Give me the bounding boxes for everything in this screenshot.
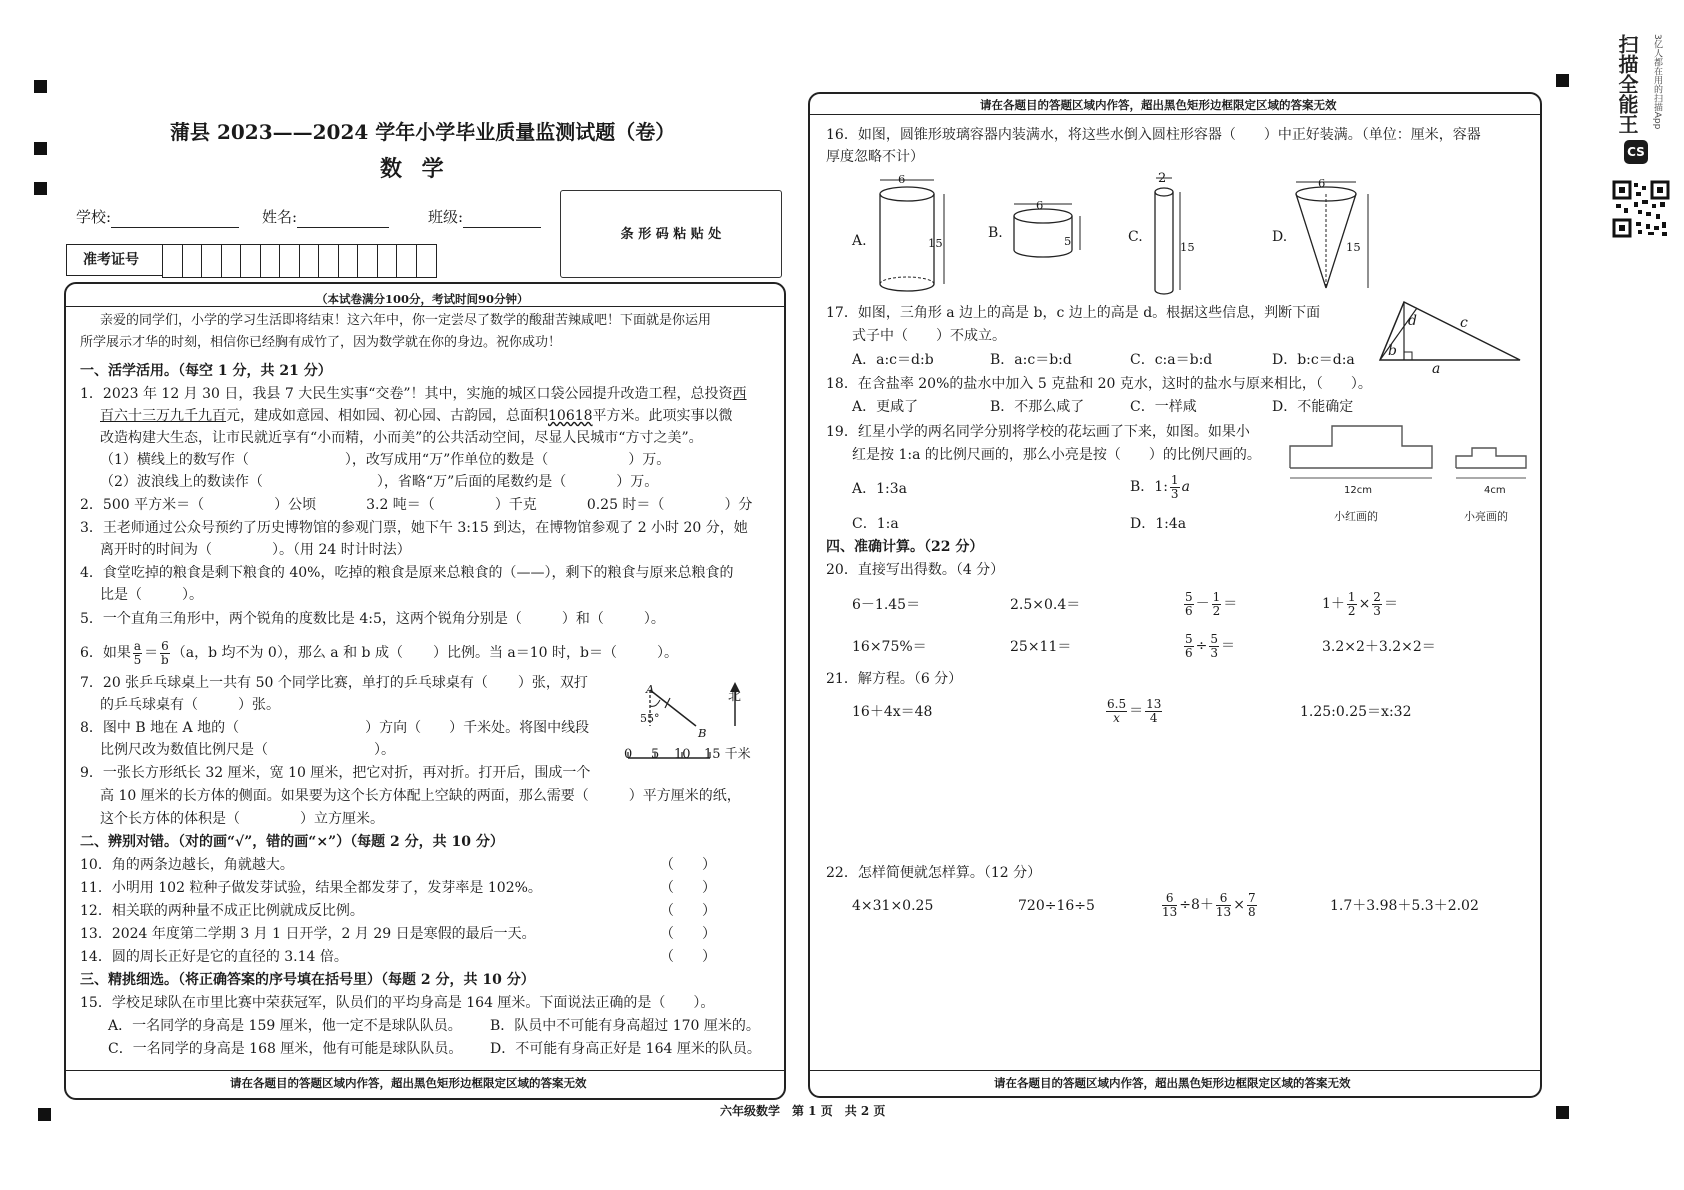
school-input[interactable] <box>111 210 239 228</box>
q8-scale-10: 10 <box>674 747 691 762</box>
q18-option-d: D．不能确定 <box>1272 399 1354 415</box>
q8-north-label: 北 <box>728 689 742 704</box>
q18-option-b: B．不那么咸了 <box>990 399 1085 415</box>
q16-b-side: 5 <box>1064 234 1072 248</box>
q15-option-a: A．一名同学的身高是 159 厘米，他一定不是球队队员。 <box>108 1018 462 1034</box>
q8-point-a: A <box>646 682 655 696</box>
q14: 14．圆的周长正好是它的直径的 3.14 倍。 <box>80 949 348 965</box>
q8-point-b: B <box>698 726 707 740</box>
q5: 5．一个直角三角形中，两个锐角的度数比是 4:5，这两个锐角分别是（ ）和（ ）。 <box>80 611 665 627</box>
q15: 15．学校足球队在市里比赛中荣获冠军，队员们的平均身高是 164 厘米。下面说法正确的是（ ）。 <box>80 995 715 1011</box>
q22-item-2: 720÷16÷5 <box>1018 898 1095 914</box>
left-notice-divider <box>66 1070 784 1071</box>
q1-wavy-number: 10618 <box>548 408 593 424</box>
q4-line-2: 比是（ ）。 <box>100 587 203 603</box>
q21-eq-3: 1.25:0.25＝x:32 <box>1300 704 1412 720</box>
q12-answer[interactable]: （ ） <box>660 903 716 919</box>
q8-line-1: 8．图中 B 地在 A 地的（ ）方向（ ）千米处。将图中线段 <box>80 720 590 736</box>
q20-item-5: 16×75%＝ <box>852 639 927 655</box>
registration-mark <box>34 80 47 93</box>
right-answer-notice-bottom: 请在各题目的答题区域内作答，超出黑色矩形边框限定区域的答案无效 <box>994 1076 1351 1090</box>
exam-info: （本试卷满分100分，考试时间90分钟） <box>316 292 529 306</box>
ticket-number-cells[interactable] <box>162 244 437 278</box>
q9-line-1: 9．一张长方形纸长 32 厘米，宽 10 厘米，把它对折，再对折。打开后，围成一个 <box>80 765 591 781</box>
name-label: 姓名: <box>262 208 298 226</box>
q17-option-d: D．b:c＝d:a <box>1272 352 1355 368</box>
q17-option-a: A．a:c＝d:b <box>852 352 934 368</box>
q17-fig-b: b <box>1388 343 1397 359</box>
q16-d-side: 15 <box>1346 240 1361 254</box>
q2: 2．500 平方米＝（ ）公顷 3.2 吨＝（ ）千克 0.25 时＝（ ）分 <box>80 497 753 513</box>
q17-line-2: 式子中（ ）不成立。 <box>852 328 1006 344</box>
q19-caption-xiaoliang: 小亮画的 <box>1464 510 1508 523</box>
q16-a-side: 15 <box>928 236 943 250</box>
q22-item-1: 4×31×0.25 <box>852 898 934 914</box>
section-3-heading: 三、精挑细选。（将正确答案的序号填在括号里）（每题 2 分，共 10 分） <box>80 972 535 988</box>
q19-line-2: 红是按 1:a 的比例尺画的，那么小亮是按（ ）的比例尺画的。 <box>852 447 1261 463</box>
q16-d-top: 6 <box>1318 176 1326 190</box>
q19-length-xiaoliang: 4cm <box>1484 485 1506 496</box>
q22-item-4: 1.7＋3.98＋5.3＋2.02 <box>1330 898 1479 914</box>
section-4-heading: 四、准确计算。（22 分） <box>826 539 984 555</box>
barcode-label: 条 形 码 粘 贴 处 <box>620 227 722 242</box>
q16-a-top: 6 <box>898 172 906 186</box>
registration-mark <box>38 1108 51 1121</box>
q16-c-side: 15 <box>1180 240 1195 254</box>
q1-sub-1: （1）横线上的数写作（ ），改写成用“万”作单位的数是（ ）万。 <box>100 452 671 468</box>
exam-info-divider <box>66 306 784 307</box>
registration-mark <box>34 182 47 195</box>
q22-heading: 22．怎样简便就怎样算。（12 分） <box>826 865 1042 881</box>
q6: 6．如果 $\frac{a}{5}$ ＝ $\frac{6}{b}$ （a，b 均不为 0），那么 a 和 b 成（ ）比例。当 a＝10 时，b＝（ ）。 <box>80 638 678 667</box>
class-label: 班级: <box>428 208 464 226</box>
q1-line-1: 1．2023 年 12 月 30 日，我县 7 大民生实事“交卷”！其中，实施的城区口袋公园提升改造工程，总投资西 <box>80 386 747 402</box>
q20-item-8: 3.2×2＋3.2×2＝ <box>1322 639 1436 655</box>
q14-answer[interactable]: （ ） <box>660 949 716 965</box>
class-input[interactable] <box>463 210 541 228</box>
school-field <box>76 206 239 228</box>
q18-option-a: A．更咸了 <box>852 399 919 415</box>
registration-mark <box>1556 74 1569 87</box>
section-2-heading: 二、辨别对错。（对的画“√”，错的画“×”）（每题 2 分，共 10 分） <box>80 834 504 850</box>
q16-b-top: 6 <box>1036 198 1044 212</box>
q8-scale-0: 0 <box>624 747 633 762</box>
q19-option-b: B．1: $\frac{1}{3}$ a <box>1130 472 1190 501</box>
q16-option-b-label: B. <box>988 225 1003 241</box>
class-field <box>428 206 541 228</box>
q16-c-top: 2 <box>1158 171 1167 186</box>
q18-option-c: C．一样咸 <box>1130 399 1197 415</box>
registration-mark <box>1556 1106 1569 1119</box>
q21-heading: 21．解方程。（6 分） <box>826 671 963 687</box>
q18: 18．在含盐率 20%的盐水中加入 5 克盐和 20 克水，这时的盐水与原来相比，（ ）。 <box>826 376 1372 392</box>
q20-item-6: 25×11＝ <box>1010 639 1072 655</box>
name-input[interactable] <box>297 210 389 228</box>
q17-fig-a: a <box>1432 361 1441 377</box>
q1-line-3: 改造构建大生态，让市民就近享有“小而精，小而美”的公共活动空间，尽显人民城市“方寸之美”。 <box>100 430 703 446</box>
q12: 12．相关联的两种量不成正比例就成反比例。 <box>80 903 364 919</box>
q8-line-2: 比例尺改为数值比例尺是（ ）。 <box>100 742 395 758</box>
q16-line-1: 16．如图，圆锥形玻璃容器内装满水，将这些水倒入圆柱形容器（ ）中正好装满。（单位：厘米，容器 <box>826 127 1481 143</box>
ticket-number-label: 准考证号 <box>66 244 162 276</box>
q9-line-3: 这个长方体的体积是（ ）立方厘米。 <box>100 811 384 827</box>
q7-line-2: 的乒乓球桌有（ ）张。 <box>100 697 280 713</box>
q8-angle-label: 55° <box>640 712 660 725</box>
q19-option-c: C．1:a <box>852 516 899 532</box>
q20-item-4: 1＋ $\frac{1}{2}$ × $\frac{2}{3}$ ＝ <box>1322 589 1398 618</box>
q11-answer[interactable]: （ ） <box>660 880 716 896</box>
q16-line-2: 厚度忽略不计） <box>826 149 924 165</box>
scan-app-name: 扫描全能王 <box>1615 34 1639 134</box>
q21-eq-1: 16＋4x＝48 <box>852 704 933 720</box>
q20-heading: 20．直接写出得数。（4 分） <box>826 562 1005 578</box>
section-1-heading: 一、活学活用。（每空 1 分，共 21 分） <box>80 363 332 379</box>
q20-item-1: 6－1.45＝ <box>852 597 921 613</box>
q21-eq-2: $\frac{6.5}{x}$ ＝ $\frac{13}{4}$ <box>1107 696 1162 725</box>
q11: 11．小明用 102 粒种子做发芽试验，结果全都发芽了，发芽率是 102%。 <box>80 880 542 896</box>
q17-option-c: C．c:a＝b:d <box>1130 352 1213 368</box>
q1-line-2: 百六十三万九千九百元，建成如意园、相如园、初心园、古韵园，总面积10618平方米。此项实事以微 <box>100 408 733 424</box>
q17-line-1: 17．如图，三角形 a 边上的高是 b，c 边上的高是 d。根据这些信息，判断下面 <box>826 305 1321 321</box>
q1-underlined-number-start: 西 <box>732 386 747 402</box>
school-label: 学校: <box>76 208 112 226</box>
right-notice-divider-top <box>810 114 1540 115</box>
q15-option-d: D．不可能有身高正好是 164 厘米的队员。 <box>490 1041 761 1057</box>
q20-item-3: $\frac{5}{6}$ － $\frac{1}{2}$ ＝ <box>1185 589 1238 618</box>
intro-line-2: 所学展示才华的时刻，相信你已经胸有成竹了，因为数学就在你的身边。祝你成功！ <box>80 335 562 350</box>
ticket-number-box <box>66 244 437 278</box>
q19-caption-xiaohong: 小红画的 <box>1334 510 1378 523</box>
q1-underlined-number: 百六十三万九千九百 <box>100 408 226 424</box>
q19-option-d: D．1:4a <box>1130 516 1187 532</box>
q17-fig-d: d <box>1408 313 1417 329</box>
q7-line-1: 7．20 张乒乓球桌上一共有 50 个同学比赛，单打的乒乓球桌有（ ）张，双打 <box>80 675 588 691</box>
name-field <box>262 206 389 228</box>
q19-length-xiaohong: 12cm <box>1344 485 1372 496</box>
right-answer-notice-top: 请在各题目的答题区域内作答，超出黑色矩形边框限定区域的答案无效 <box>980 98 1337 112</box>
q22-item-3: $\frac{6}{13}$ ÷8＋ $\frac{6}{13}$ × $\frac{7}{8}$ <box>1162 890 1256 919</box>
q10-answer[interactable]: （ ） <box>660 857 716 873</box>
q10: 10．角的两条边越长，角就越大。 <box>80 857 294 873</box>
page-footer: 六年级数学 第 1 页 共 2 页 <box>720 1104 886 1118</box>
q8-scale-15: 15 千米 <box>704 747 751 762</box>
q17-fig-c: c <box>1460 315 1468 331</box>
q17-option-b: B．a:c＝b:d <box>990 352 1072 368</box>
scan-app-watermark <box>1612 28 1682 243</box>
q16-option-d-label: D. <box>1272 229 1288 245</box>
q15-option-c: C．一名同学的身高是 168 厘米，他有可能是球队队员。 <box>108 1041 463 1057</box>
right-notice-divider-bottom <box>810 1070 1540 1071</box>
q16-option-a-label: A. <box>852 233 867 249</box>
subject-title: 数 学 <box>380 156 450 182</box>
q20-item-7: $\frac{5}{6}$ ÷ $\frac{5}{3}$ ＝ <box>1185 631 1236 660</box>
q1-sub-2: （2）波浪线上的数读作（ ），省略“万”后面的尾数约是（ ）万。 <box>100 474 659 490</box>
intro-line-1: 亲爱的同学们，小学的学习生活即将结束！这六年中，你一定尝尽了数学的酸甜苦辣咸吧！下面就是你运用 <box>100 313 712 328</box>
q19-option-a: A．1:3a <box>852 481 907 497</box>
barcode-area <box>560 190 782 278</box>
q9-line-2: 高 10 厘米的长方体的侧面。如果要为这个长方体配上空缺的两面，那么需要（ ）平方厘米的纸， <box>100 788 741 804</box>
q19-line-1: 19．红星小学的两名同学分别将学校的花坛画了下来，如图。如果小 <box>826 424 1250 440</box>
exam-title: 蒲县 2023——2024 学年小学毕业质量监测试题（卷） <box>170 120 676 144</box>
q8-scale-5: 5 <box>651 747 660 762</box>
registration-mark <box>34 142 47 155</box>
q15-option-b: B．队员中不可能有身高超过 170 厘米的。 <box>490 1018 760 1034</box>
q20-item-2: 2.5×0.4＝ <box>1010 597 1081 613</box>
q16-option-c-label: C. <box>1128 229 1143 245</box>
q13-answer[interactable]: （ ） <box>660 926 716 942</box>
q4-line-1: 4．食堂吃掉的粮食是剩下粮食的 40%，吃掉的粮食是原来总粮食的（——），剩下的粮食与原来总粮食的 <box>80 565 734 581</box>
q3-line-2: 离开时的时间为（ ）。（用 24 时计时法） <box>100 542 411 558</box>
scan-app-logo: CS <box>1624 140 1648 164</box>
q13: 13．2024 年度第二学期 3 月 1 日开学，2 月 29 日是寒假的最后一天。 <box>80 926 536 942</box>
qr-code-icon <box>1612 180 1670 238</box>
left-answer-notice: 请在各题目的答题区域内作答，超出黑色矩形边框限定区域的答案无效 <box>230 1076 587 1090</box>
q3-line-1: 3．王老师通过公众号预约了历史博物馆的参观门票，她下午 3:15 到达，在博物馆参观了 2 小时 20 分，她 <box>80 520 748 536</box>
q16-cylinder-b <box>1008 198 1088 268</box>
scan-app-slogan: 3亿人都在用的扫描App <box>1652 34 1662 130</box>
